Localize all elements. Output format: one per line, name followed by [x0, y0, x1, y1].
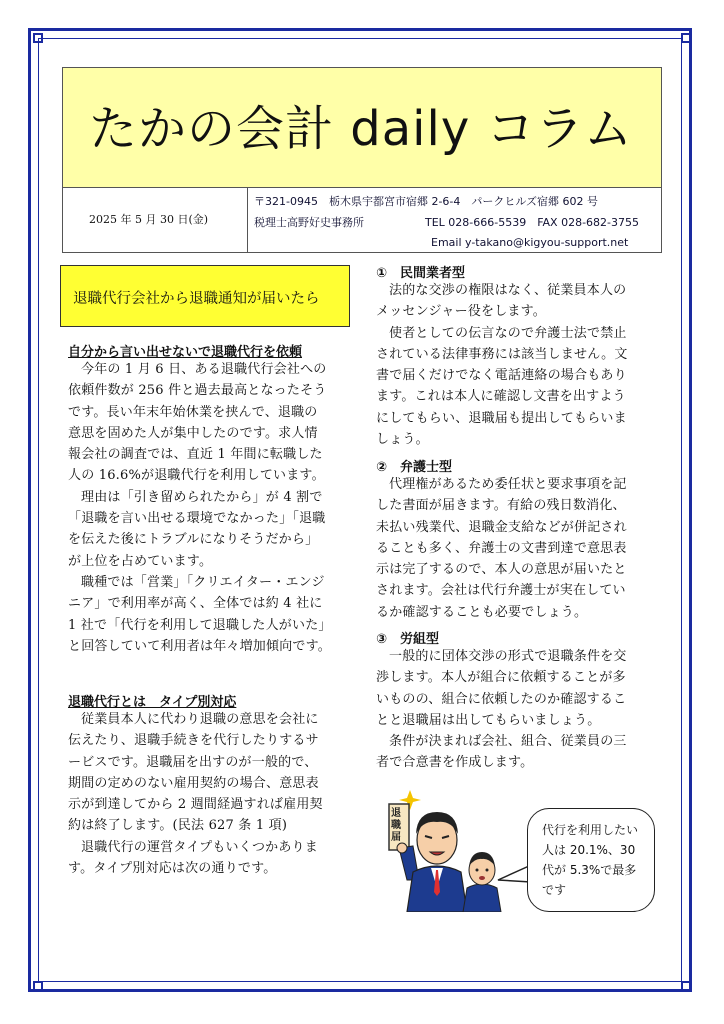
text-line: 従業員本人に代わり退職の意思を会社に: [81, 712, 319, 727]
text-line: 法的な交渉の権限はなく、従業員本人の: [389, 283, 627, 298]
text-line: 一般的に団体交渉の形式で退職条件を交: [389, 649, 627, 664]
headline-box: [60, 265, 350, 327]
text-line: 依頼件数が 256 件と過去最高となったそう: [68, 383, 327, 399]
date-cell: [63, 188, 248, 252]
corner-ornament: [33, 33, 43, 43]
text-line: ービスです。退職届を出すのが一般的で、: [68, 754, 318, 770]
text-line: 条件が決まれば会社、組合、従業員の三: [389, 734, 627, 750]
text-line: 報会社の調査では、直近 1 年間に転職した: [68, 447, 323, 463]
text-line: を伝えた後にトラブルになりそうだから」: [68, 532, 319, 548]
type3-heading: ③ 労組型: [376, 632, 440, 647]
type3-body: [376, 646, 627, 774]
bubble-line: 代行を利用したい: [542, 823, 639, 837]
speech-bubble: [527, 808, 655, 912]
bubble-text: [542, 820, 650, 900]
corner-ornament: [681, 33, 691, 43]
resignation-letter-label: 退職届: [391, 808, 401, 843]
text-line: 期間の定めのない雇用契約の場合、意思表: [68, 775, 319, 791]
text-line: しょう。: [376, 432, 429, 448]
office-address: 〒321-0945 栃木県宇都宮市宿郷 2-6-4 パークヒルズ宿郷 602 号: [254, 195, 599, 208]
office-name: 税理士高野好史事務所: [254, 216, 364, 229]
section2-heading: 退職代行とは タイプ別対応: [68, 695, 237, 710]
text-line: 示は完了するので、本人の意思が届いたと: [376, 562, 627, 578]
text-line: 人の 16.6%が退職代行を利用しています。: [68, 468, 325, 484]
text-line: す。タイプ別対応は次の通りです。: [68, 861, 277, 877]
section1-heading: 自分から言い出せないで退職代行を依頼: [68, 345, 303, 360]
section2-body: [68, 709, 323, 879]
article-headline: 退職代行会社から退職通知が届いたら: [73, 291, 320, 307]
office-email[interactable]: Email y-takano@kigyou-support.net: [431, 236, 629, 249]
text-line: 示が到達してから 2 週間経過すれば雇用契: [68, 797, 323, 813]
section1-body: [68, 359, 332, 657]
office-phone: TEL 028-666-5539 FAX 028-682-3755: [425, 216, 640, 229]
corner-ornament: [33, 981, 43, 991]
text-line: 書で届くだけでなく電話連絡の場合もあり: [376, 368, 627, 384]
page-title: たかの会計 daily コラム: [89, 101, 633, 157]
type1-body: [376, 280, 628, 450]
text-line: 未払い残業代、退職金支給などが併記され: [376, 519, 627, 535]
bubble-line: 代が 5.3%で最多: [542, 863, 637, 877]
type1-heading: ① 民間業者型: [376, 266, 466, 281]
text-line: 理由は「引き留められたから」が 4 割で: [81, 489, 323, 505]
text-line: 使者としての伝言なので弁護士法で禁止: [389, 325, 627, 341]
text-line: されている法律事務には該当しません。文: [376, 346, 628, 362]
resignation-illustration: [385, 788, 535, 912]
bubble-line: です: [542, 883, 567, 897]
text-line: メッセンジャー役をします。: [376, 304, 546, 320]
text-line: 1 社で「代行を利用して退職した人がいた」: [68, 617, 332, 633]
text-line: 「退職を言い出せる環境でなかった」「退職: [68, 511, 326, 527]
text-line: ます。これは本人に確認し文書を出すよう: [376, 389, 626, 405]
text-line: が上位を占めています。: [68, 553, 213, 569]
text-line: るか確認することも必要でしょう。: [376, 604, 588, 620]
text-line: いものの、組合に依頼したのか確認するこ: [376, 691, 627, 707]
text-line: されます。会社は代行弁護士が実在してい: [376, 583, 626, 599]
text-line: と回答していて利用者は年々増加傾向です。: [68, 638, 331, 654]
text-line: した書面が届きます。有給の残日数消化、: [376, 498, 626, 514]
text-line: 代理権があるため委任状と要求事項を記: [389, 477, 627, 492]
info-bar: [62, 187, 662, 253]
text-line: 渉します。本人が組合に依頼することが多: [376, 670, 626, 686]
text-line: 職種では「営業」「クリエイター・エンジ: [81, 574, 325, 590]
type2-heading: ② 弁護士型: [376, 460, 453, 475]
type2-body: [376, 474, 627, 623]
text-line: 退職代行の運営タイプもいくつかありま: [81, 839, 318, 855]
corner-ornament: [681, 981, 691, 991]
text-line: 約は終了します。(民法 627 条 1 項): [68, 818, 288, 834]
text-line: 者で合意書を作成します。: [376, 755, 534, 771]
text-line: です。長い年末年始休業を挟んで、退職の: [68, 404, 318, 420]
issue-date: 2025 年 5 月 30 日(金): [89, 213, 209, 226]
text-line: 意思を固めた人が集中したのです。求人情: [68, 425, 318, 441]
text-line: にしてもらい、退職届も提出してもらいま: [376, 410, 627, 426]
text-line: ることも多く、弁護士の文書到達で意思表: [376, 540, 627, 556]
title-banner: [62, 67, 662, 188]
text-line: ニア」で利用率が高く、全体では約 4 社に: [68, 596, 323, 612]
text-line: 伝えたり、退職手続きを代行したりするサ: [68, 733, 319, 749]
text-line: 今年の 1 月 6 日、ある退職代行会社への: [81, 362, 327, 377]
text-line: とと退職届は出してもらいましょう。: [376, 712, 601, 728]
bubble-line: 人は 20.1%、30: [542, 843, 636, 857]
